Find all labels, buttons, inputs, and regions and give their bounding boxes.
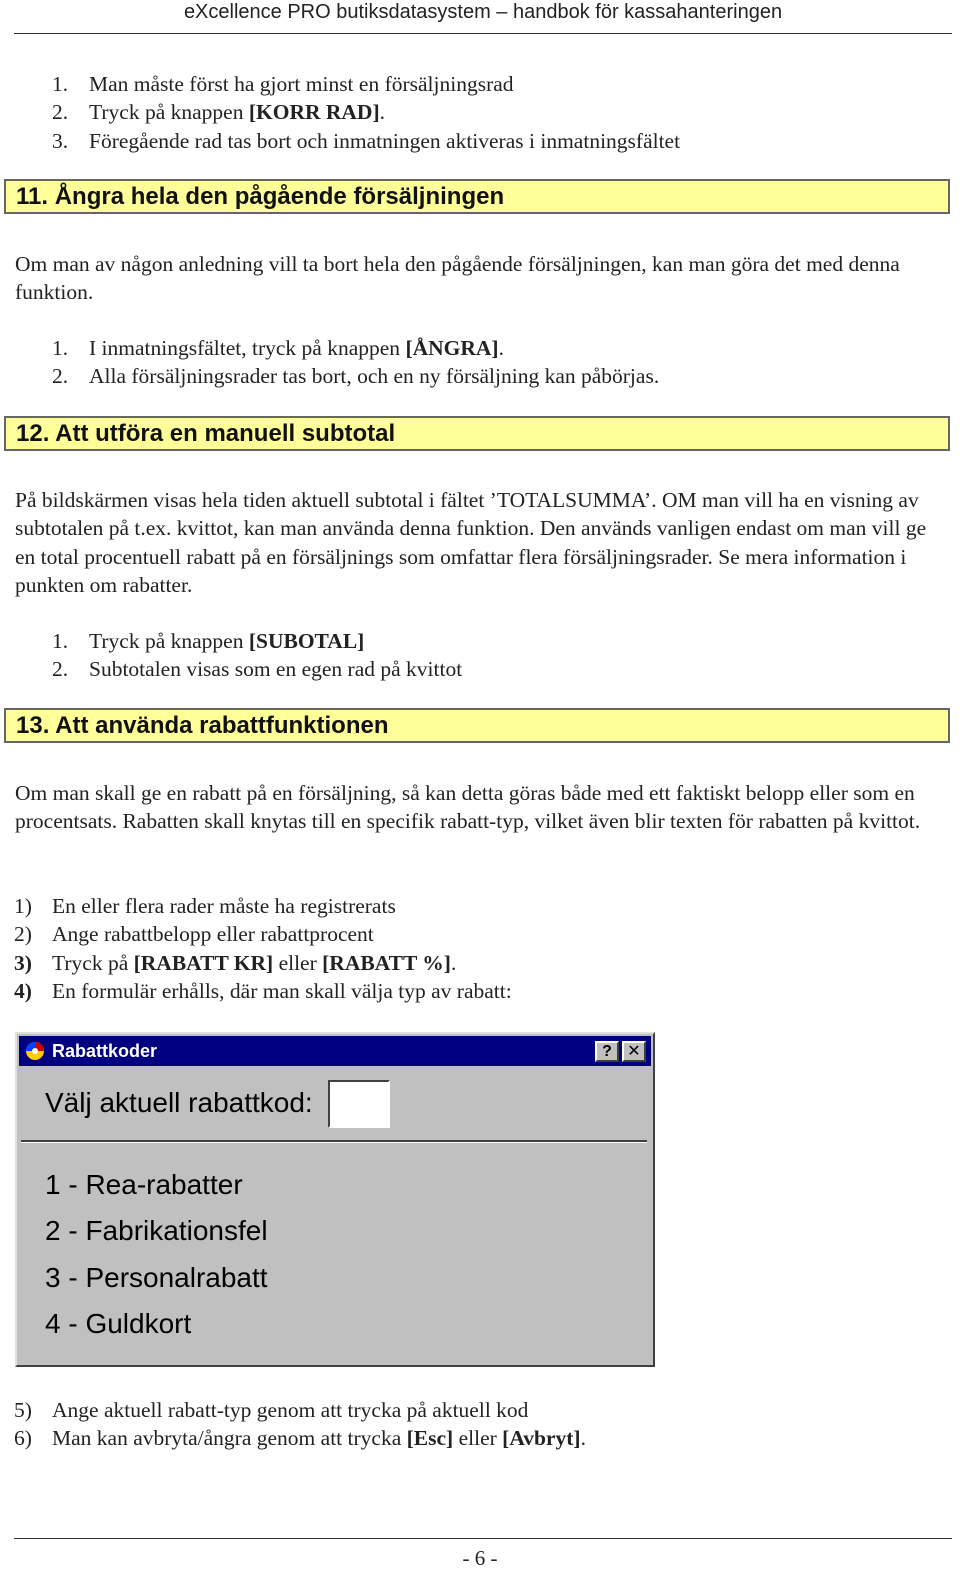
list-text: Alla försäljningsrader tas bort, och en ny försäljning kan påbörjas. — [89, 364, 660, 389]
list-item — [0, 127, 960, 155]
discount-option[interactable]: 3 - Personalrabatt — [45, 1262, 268, 1293]
section-heading: 12. Att utföra en manuell subtotal — [4, 416, 950, 451]
discount-option[interactable]: 4 - Guldkort — [45, 1308, 192, 1339]
list-text: Tryck på knappen [KORR RAD]. — [89, 100, 385, 125]
dialog-divider — [21, 1140, 647, 1143]
section-heading: 13. Att använda rabattfunktionen — [4, 708, 950, 743]
list-number: 6) — [14, 1426, 32, 1451]
section-heading: 11. Ångra hela den pågående försäljningen — [4, 179, 950, 214]
list-text: Man måste först ha gjort minst en försäljningsrad — [89, 72, 514, 96]
list-number: 2. — [52, 100, 69, 125]
list-item — [0, 655, 960, 683]
list-number: 2. — [52, 657, 69, 682]
list-item — [0, 70, 960, 98]
dialog-titlebar[interactable] — [19, 1036, 651, 1066]
list-item — [0, 627, 960, 655]
list-item — [0, 949, 960, 977]
list-number: 1. — [52, 72, 69, 96]
list-number: 4) — [14, 978, 32, 1003]
page-header — [14, 0, 952, 34]
list-text: Subtotalen visas som en egen rad på kvittot — [89, 657, 463, 682]
list-number: 2. — [52, 364, 69, 389]
list-text: Ange aktuell rabatt-typ genom att trycka på aktuell kod — [52, 1398, 529, 1422]
intro-list — [0, 70, 960, 155]
list-item — [0, 98, 960, 126]
app-icon — [25, 1041, 45, 1061]
list-item — [0, 977, 960, 1005]
list-number: 5) — [14, 1398, 32, 1422]
section-steps — [0, 627, 960, 684]
list-item — [0, 334, 960, 362]
close-icon: ✕ — [627, 1043, 641, 1060]
footer-divider — [14, 1538, 952, 1539]
close-button[interactable] — [622, 1041, 646, 1062]
list-text: En formulär erhålls, där man skall välja typ av rabatt: — [52, 978, 512, 1003]
list-text: Tryck på [RABATT KR] eller [RABATT %]. — [52, 950, 457, 975]
list-text: Ange rabattbelopp eller rabattprocent — [52, 922, 374, 947]
discount-code-input[interactable] — [328, 1080, 390, 1128]
section-steps-after — [0, 1396, 960, 1453]
list-item — [0, 362, 960, 390]
list-item — [0, 1424, 960, 1452]
list-number: 1. — [52, 629, 69, 653]
list-number: 3. — [52, 128, 69, 153]
list-text: Föregående rad tas bort och inmatningen aktiveras i inmatningsfältet — [89, 128, 681, 153]
section-paragraph: På bildskärmen visas hela tiden aktuell subtotal i fältet ’TOTALSUMMA’. OM man vill ha en visning av subtotalen på t.ex. kvittot, kan man använda denna funktion. Den används vanligen endast om man vill ge en total procentuell rabatt på en försäljnings som omfattar flera försäljningsrader. Se mera information i punkten om rabatter. — [15, 488, 927, 597]
header-title: eXcellence PRO butiksdatasystem – handbok för kassahanteringen — [183, 1, 783, 23]
discount-option[interactable]: 2 - Fabrikationsfel — [45, 1215, 268, 1246]
prompt-label: Välj aktuell rabattkod: — [45, 1087, 313, 1118]
page-number: - 6 - — [462, 1546, 498, 1570]
list-text: I inmatningsfältet, tryck på knappen [ÅNGRA]. — [89, 336, 504, 360]
rabattkoder-dialog — [15, 1032, 655, 1367]
list-text: Tryck på knappen [SUBOTAL] — [89, 629, 365, 653]
list-number: 3) — [14, 950, 32, 975]
list-text: En eller flera rader måste ha registrerats — [52, 894, 396, 918]
help-button[interactable] — [595, 1041, 619, 1062]
section-steps — [0, 892, 960, 1005]
list-item — [0, 892, 960, 920]
list-item — [0, 1396, 960, 1424]
section-paragraph: Om man av någon anledning vill ta bort hela den pågående försäljningen, kan man göra det med denna funktion. — [15, 252, 900, 305]
help-icon: ? — [602, 1043, 612, 1060]
list-number: 2) — [14, 922, 32, 947]
list-item — [0, 920, 960, 948]
dialog-title: Rabattkoder — [52, 1041, 158, 1061]
list-number: 1. — [52, 336, 69, 360]
discount-option[interactable]: 1 - Rea-rabatter — [45, 1169, 243, 1200]
list-number: 1) — [14, 894, 32, 918]
section-paragraph: Om man skall ge en rabatt på en försäljning, så kan detta göras både med ett faktiskt belopp eller som en procentsats. Rabatten skall knytas till en specifik rabatt-typ, vilket även blir texten för rabatten på kvittot. — [15, 781, 921, 834]
section-steps — [0, 334, 960, 391]
list-text: Man kan avbryta/ångra genom att trycka [Esc] eller [Avbryt]. — [52, 1426, 586, 1451]
